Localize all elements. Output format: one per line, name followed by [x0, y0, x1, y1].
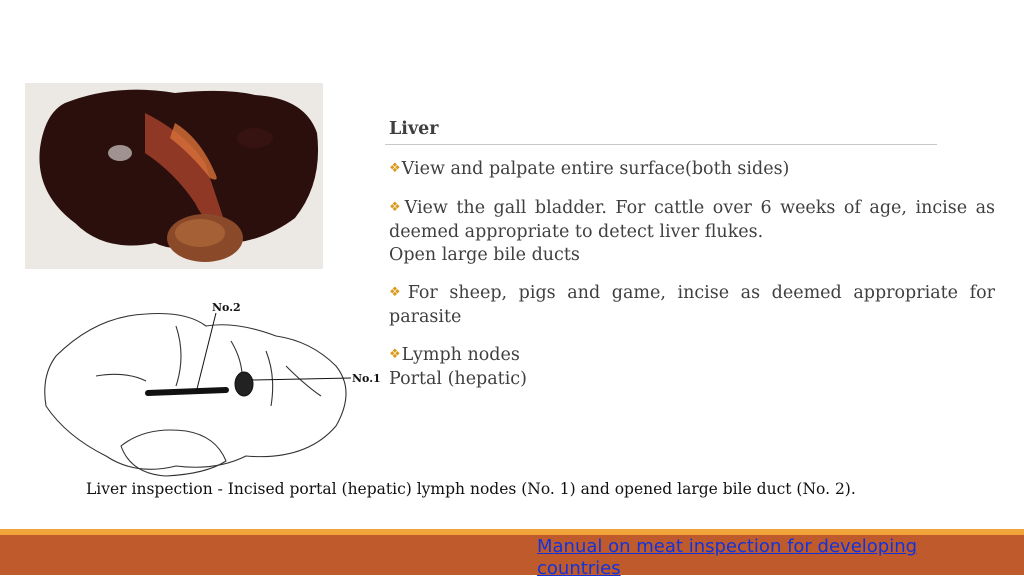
section-heading: Liver [385, 118, 937, 145]
liver-photo [25, 83, 323, 269]
bullet-text: For sheep, pigs and game, incise as deemed appropriate for parasite [389, 283, 996, 327]
label-no1: No.1 [352, 372, 381, 385]
bullet-item [385, 344, 995, 391]
bullet-text: Open large bile ducts [389, 245, 580, 265]
liver-section [385, 118, 995, 406]
bullet-text: Lymph nodes [401, 345, 520, 365]
diamond-cluster-icon: ❖ [389, 200, 404, 215]
bullet-text: Portal (hepatic) [389, 369, 527, 389]
bullet-item [385, 158, 995, 182]
figure-caption: Liver inspection - Incised portal (hepatic) lymph nodes (No. 1) and opened large bile duct (No. 2). [86, 480, 856, 498]
diamond-cluster-icon: ❖ [389, 161, 401, 176]
bullet-text: View and palpate entire surface(both sides) [401, 159, 790, 179]
bullet-text: View the gall bladder. For cattle over 6 weeks of age, incise as deemed appropriate to detect liver flukes. [389, 198, 996, 242]
diamond-cluster-icon: ❖ [389, 347, 401, 362]
label-no2: No.2 [212, 301, 241, 314]
manual-link[interactable]: Manual on meat inspection for developing countries [537, 536, 918, 579]
diamond-cluster-icon: ❖ [389, 285, 407, 300]
bullet-item [385, 282, 995, 329]
bullet-item [385, 197, 995, 267]
liver-diagram [36, 296, 386, 481]
